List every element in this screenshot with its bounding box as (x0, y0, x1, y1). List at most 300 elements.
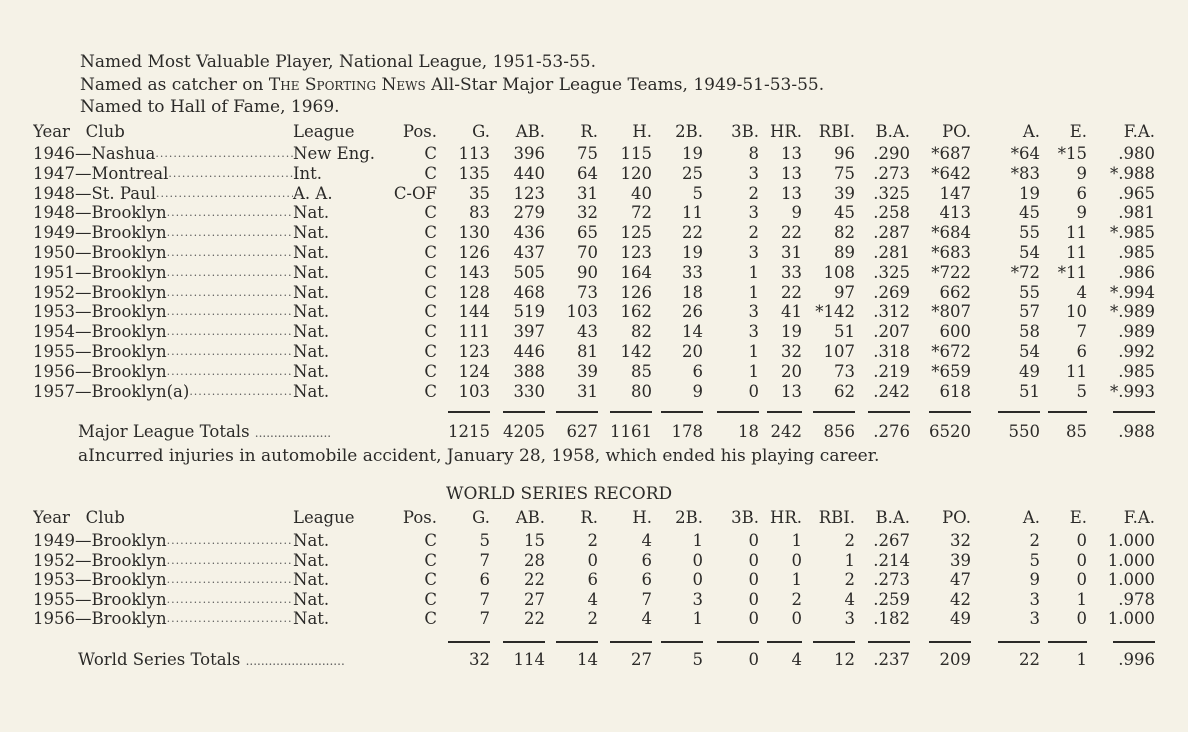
stat-cell: G. (472, 122, 490, 141)
stat-cell: .325 (873, 262, 910, 282)
stat-cell: 0 (1076, 570, 1087, 590)
stat-cell: .214 (873, 550, 910, 570)
stat-cell: 123 (620, 243, 652, 262)
stat-cell: 20 (781, 361, 802, 381)
stat-cell: AB. (515, 122, 545, 141)
stat-cell: 143 (458, 262, 490, 282)
stat-cell: 45 (1019, 203, 1040, 223)
stat-cell: .258 (873, 203, 910, 223)
year-club-cell (33, 184, 293, 204)
stat-cell: 19 (781, 322, 802, 342)
stat-cell: .267 (873, 531, 910, 550)
world-series-title: WORLD SERIES RECORD (446, 484, 673, 504)
stat-cell: .318 (873, 342, 910, 361)
total-rule (929, 411, 971, 413)
total-value: 6520 (929, 422, 971, 441)
stat-cell: 62 (834, 381, 855, 401)
stat-cell: 13 (781, 183, 802, 203)
year-club-text: 1950—Brooklyn (33, 243, 167, 262)
stat-cell: 14 (682, 322, 703, 342)
stat-cell: 25 (682, 163, 703, 183)
stat-cell: 9 (1076, 203, 1087, 223)
year-club-cell (33, 322, 293, 342)
total-value: 627 (566, 422, 598, 441)
stat-cell: 7 (641, 589, 652, 609)
stat-cell: HR. (769, 508, 802, 527)
stat-cell: 22 (781, 282, 802, 302)
stat-cell: 35 (469, 183, 490, 203)
total-value: .996 (1118, 650, 1155, 669)
dot-leader (167, 342, 293, 362)
stat-cell: 81 (577, 342, 598, 361)
stat-cell: 82 (631, 322, 652, 342)
stat-cell: 13 (781, 163, 802, 183)
stat-cell: A. A. (293, 183, 333, 203)
stat-cell: 22 (781, 223, 802, 243)
stat-cell: .980 (1118, 144, 1155, 163)
ws-row (33, 609, 1155, 629)
stat-cell: 397 (513, 322, 545, 342)
total-value: 32 (469, 650, 490, 669)
stat-cell: 147 (939, 183, 971, 203)
total-value: 14 (577, 650, 598, 669)
year-club-text: 1954—Brooklyn (33, 322, 167, 342)
dot-leader (167, 302, 293, 322)
stat-cell: 1.000 (1107, 609, 1155, 629)
stat-cell: 125 (620, 223, 652, 243)
stat-cell: 142 (620, 342, 652, 361)
dot-leader (167, 531, 293, 551)
stat-cell: 0 (748, 609, 759, 629)
year-club-text: 1952—Brooklyn (33, 550, 167, 570)
stat-cell: Nat. (293, 262, 330, 282)
total-rule (1113, 411, 1155, 413)
stat-cell: 6 (1076, 342, 1087, 361)
ws-row (33, 590, 1155, 610)
year-club-cell (33, 302, 293, 322)
year-club-text: 1951—Brooklyn (33, 262, 167, 282)
stat-cell: .325 (873, 183, 910, 203)
total-value: 209 (939, 650, 971, 669)
year-club-text: Year Club (33, 122, 125, 141)
stat-cell: A. (1022, 508, 1040, 527)
stat-cell: 57 (1019, 302, 1040, 322)
stat-cell: *142 (815, 302, 855, 322)
stat-cell: 2 (844, 570, 855, 590)
stat-cell: 662 (939, 282, 971, 302)
stat-cell: Nat. (293, 203, 330, 223)
stat-cell: 45 (834, 203, 855, 223)
stat-cell: 33 (682, 262, 703, 282)
stat-cell: 0 (791, 550, 802, 570)
stat-cell: .269 (873, 282, 910, 302)
stat-cell: 7 (479, 550, 490, 570)
stat-cell: 108 (823, 262, 855, 282)
stat-cell: F.A. (1123, 122, 1155, 141)
total-value: 4 (791, 650, 802, 669)
totals-label (78, 422, 331, 441)
year-club-cell (33, 609, 293, 629)
stat-cell: 6 (1076, 183, 1087, 203)
total-value: 550 (1008, 422, 1040, 441)
stat-cell: 42 (950, 589, 971, 609)
stat-cell: 40 (631, 183, 652, 203)
career-row (33, 223, 1155, 243)
totals-label-text: World Series Totals (78, 650, 241, 669)
stat-cell: 103 (458, 381, 490, 401)
stat-cell: 126 (458, 243, 490, 262)
total-rule (661, 641, 703, 643)
stat-cell: 1 (748, 262, 759, 282)
stat-cell: 2 (748, 223, 759, 243)
stat-cell: *683 (931, 243, 971, 262)
stat-cell: C (424, 550, 437, 570)
stat-cell: *672 (931, 342, 971, 361)
stat-cell: C (424, 570, 437, 590)
stat-cell: 2 (844, 531, 855, 550)
stat-cell: 15 (524, 531, 545, 550)
stat-cell: 279 (513, 203, 545, 223)
stat-cell: 39 (577, 361, 598, 381)
stat-cell: 3B. (731, 122, 759, 141)
total-rule (503, 641, 545, 643)
career-row (33, 184, 1155, 204)
stat-cell: 32 (950, 531, 971, 550)
stat-cell: 1 (692, 531, 703, 550)
total-rule (717, 411, 759, 413)
year-club-cell (33, 243, 293, 263)
career-row (33, 302, 1155, 322)
stat-cell: HR. (769, 122, 802, 141)
total-value: 1161 (610, 422, 652, 441)
dot-leader (155, 144, 293, 164)
stat-cell: .985 (1118, 243, 1155, 262)
stat-cell: 51 (1019, 381, 1040, 401)
stat-cell: 1 (748, 361, 759, 381)
stat-cell: 0 (1076, 550, 1087, 570)
total-value: 1 (1076, 650, 1087, 669)
stat-cell: C-OF (393, 183, 437, 203)
year-club-text: 1946—Nashua (33, 144, 156, 163)
stat-cell: 7 (479, 589, 490, 609)
total-rule (610, 641, 652, 643)
year-club-text: Year Club (33, 508, 125, 527)
stat-cell: 123 (458, 342, 490, 361)
stat-cell: 3 (748, 163, 759, 183)
stat-cell: 51 (834, 322, 855, 342)
career-row (33, 342, 1155, 362)
stat-cell: A. (1022, 122, 1040, 141)
total-value: 0 (748, 650, 759, 669)
stat-cell: 3 (748, 302, 759, 322)
stat-cell: 19 (682, 144, 703, 163)
stat-cell: 41 (781, 302, 802, 322)
stat-cell: 73 (577, 282, 598, 302)
stat-cell: 31 (577, 183, 598, 203)
dot-leader (168, 164, 293, 184)
stat-cell: 58 (1019, 322, 1040, 342)
stat-cell: 32 (781, 342, 802, 361)
dot-leader (167, 263, 293, 283)
stat-cell: 11 (1066, 243, 1087, 262)
stat-cell: 6 (641, 570, 652, 590)
stat-cell: 39 (834, 183, 855, 203)
stat-cell: 19 (682, 243, 703, 262)
stat-cell: B.A. (875, 122, 910, 141)
stat-cell: 2 (587, 609, 598, 629)
stat-cell: 1 (748, 342, 759, 361)
stat-cell: 4 (844, 589, 855, 609)
stat-cell: 0 (748, 531, 759, 550)
stat-cell: 20 (682, 342, 703, 361)
stat-cell: RBI. (818, 508, 855, 527)
stat-cell: 2 (587, 531, 598, 550)
stat-cell: PO. (942, 122, 971, 141)
stat-cell: C (424, 609, 437, 629)
stat-cell: 75 (834, 163, 855, 183)
stat-cell: 28 (524, 550, 545, 570)
year-club-text: 1953—Brooklyn (33, 302, 167, 322)
total-rule (661, 411, 703, 413)
stat-cell: 388 (513, 361, 545, 381)
stat-cell: 6 (479, 570, 490, 590)
total-rule (503, 411, 545, 413)
stat-cell: Nat. (293, 550, 330, 570)
year-club-cell (33, 590, 293, 610)
stat-cell: *807 (931, 302, 971, 322)
total-rule (767, 641, 802, 643)
total-value: 12 (834, 650, 855, 669)
stat-cell: 1 (791, 570, 802, 590)
stat-cell: 19 (1019, 183, 1040, 203)
stat-cell: *.988 (1110, 163, 1155, 183)
stat-cell: *.985 (1110, 223, 1155, 243)
stat-cell: 43 (577, 322, 598, 342)
stat-cell: RBI. (818, 122, 855, 141)
year-club-text: 1948—Brooklyn (33, 203, 167, 223)
stat-cell: C (424, 381, 437, 401)
stat-cell: 1 (844, 550, 855, 570)
stat-cell: 115 (620, 144, 652, 163)
stat-cell: 123 (513, 183, 545, 203)
stat-cell: .207 (873, 322, 910, 342)
year-club-cell (33, 570, 293, 590)
stat-cell: 55 (1019, 223, 1040, 243)
totals-label (78, 650, 345, 669)
stat-cell: 11 (1066, 223, 1087, 243)
stat-cell: 11 (1066, 361, 1087, 381)
career-row (33, 243, 1155, 263)
stat-cell: 0 (1076, 531, 1087, 550)
stat-cell: PO. (942, 508, 971, 527)
stat-cell: Nat. (293, 243, 330, 262)
stat-cell: 5 (692, 183, 703, 203)
stat-cell: *642 (931, 163, 971, 183)
ws-header-row (33, 508, 1155, 528)
total-rule (556, 641, 598, 643)
stat-cell: 1.000 (1107, 531, 1155, 550)
stat-cell: 618 (939, 381, 971, 401)
total-value: 114 (513, 650, 545, 669)
stat-cell: 468 (513, 282, 545, 302)
stat-cell: 22 (682, 223, 703, 243)
stat-cell: 3B. (731, 508, 759, 527)
year-club-cell (33, 144, 293, 164)
stat-cell: 27 (524, 589, 545, 609)
totals-label-text: Major League Totals (78, 422, 250, 441)
stat-cell: 10 (1066, 302, 1087, 322)
total-value: .988 (1118, 422, 1155, 441)
stat-cell: .182 (873, 609, 910, 629)
stat-cell: 3 (1029, 589, 1040, 609)
stat-cell: 1 (1076, 589, 1087, 609)
stat-cell: 1 (791, 531, 802, 550)
stat-cell: *.989 (1110, 302, 1155, 322)
stat-cell: 6 (641, 550, 652, 570)
stat-cell: .978 (1118, 589, 1155, 609)
total-rule (998, 411, 1040, 413)
total-value: .237 (873, 650, 910, 669)
dot-leader (167, 283, 293, 303)
stat-cell: 70 (577, 243, 598, 262)
stat-cell: 3 (844, 609, 855, 629)
stat-cell: 31 (577, 381, 598, 401)
mvp-note: Named Most Valuable Player, National League, 1951-53-55. (80, 52, 597, 72)
stat-cell: 11 (682, 203, 703, 223)
stat-cell: .242 (873, 381, 910, 401)
stat-cell: *.994 (1110, 282, 1155, 302)
stat-cell: 5 (479, 531, 490, 550)
stat-cell: Nat. (293, 322, 330, 342)
stat-cell: .985 (1118, 361, 1155, 381)
stat-cell: 1 (748, 282, 759, 302)
stat-cell: .287 (873, 223, 910, 243)
stat-cell: 0 (748, 381, 759, 401)
total-rule (1048, 641, 1087, 643)
year-club-text: 1955—Brooklyn (33, 342, 167, 361)
totals-dots: .................... (254, 426, 332, 440)
stat-cell: 3 (1029, 609, 1040, 629)
stat-cell: C (424, 282, 437, 302)
all-star-note-pre: Named as catcher on (80, 75, 269, 95)
stat-cell: 90 (577, 262, 598, 282)
stat-cell: 31 (781, 243, 802, 262)
stat-cell: 4 (641, 531, 652, 550)
stat-cell: 505 (513, 262, 545, 282)
stat-cell: New Eng. (293, 144, 376, 163)
stat-cell: 9 (1076, 163, 1087, 183)
total-rule (868, 411, 910, 413)
year-club-text: 1949—Brooklyn (33, 223, 167, 243)
stat-cell: 0 (791, 609, 802, 629)
stat-cell: 39 (950, 550, 971, 570)
year-club-cell (33, 283, 293, 303)
stat-cell: *15 (1057, 144, 1087, 163)
career-row (33, 382, 1155, 402)
stat-cell: C (424, 144, 437, 163)
year-club-text: 1955—Brooklyn (33, 589, 167, 609)
dot-leader (167, 551, 293, 571)
stat-cell: 72 (631, 203, 652, 223)
stat-cell: 135 (458, 163, 490, 183)
dot-leader (167, 590, 293, 610)
stat-cell: 97 (834, 282, 855, 302)
stat-cell: Nat. (293, 570, 330, 590)
stat-cell: 13 (781, 381, 802, 401)
hall-of-fame-note: Named to Hall of Fame, 1969. (80, 97, 340, 117)
stat-cell: 124 (458, 361, 490, 381)
stat-cell: 83 (469, 203, 490, 223)
stat-cell: .992 (1118, 342, 1155, 361)
total-rule (1048, 411, 1087, 413)
stat-cell: C (424, 361, 437, 381)
stat-cell: 22 (524, 609, 545, 629)
stat-cell: League (293, 122, 355, 141)
stat-cell: .989 (1118, 322, 1155, 342)
stat-cell: .281 (873, 243, 910, 262)
stat-cell: 103 (566, 302, 598, 322)
career-row (33, 362, 1155, 382)
all-star-note-post: All-Star Major League Teams, 1949-51-53-55. (425, 75, 825, 95)
year-club-text: 1956—Brooklyn (33, 609, 167, 629)
year-club-text: 1948—St. Paul (33, 183, 157, 203)
stat-cell: 2 (748, 183, 759, 203)
stat-cell: 32 (577, 203, 598, 223)
stat-cell: Nat. (293, 609, 330, 629)
stat-cell: G. (472, 508, 490, 527)
stat-cell: R. (580, 508, 598, 527)
stat-cell: F.A. (1123, 508, 1155, 527)
stat-cell: 164 (620, 262, 652, 282)
stat-cell: 413 (939, 203, 971, 223)
ws-row (33, 531, 1155, 551)
stat-cell: 126 (620, 282, 652, 302)
stat-cell: 80 (631, 381, 652, 401)
stat-cell: *11 (1057, 262, 1087, 282)
stat-cell: *722 (931, 262, 971, 282)
stat-cell: H. (632, 508, 652, 527)
stat-cell: 7 (1076, 322, 1087, 342)
stat-cell: .259 (873, 589, 910, 609)
stat-cell: 2 (791, 589, 802, 609)
total-value: 27 (631, 650, 652, 669)
stat-cell: C (424, 223, 437, 243)
stat-cell: 2B. (675, 122, 703, 141)
stat-cell: 0 (587, 550, 598, 570)
stat-cell: 49 (950, 609, 971, 629)
stat-cell: 9 (692, 381, 703, 401)
stat-cell: 0 (1076, 609, 1087, 629)
year-club-text: 1953—Brooklyn (33, 570, 167, 590)
stat-cell: 437 (513, 243, 545, 262)
total-rule (998, 641, 1040, 643)
stat-cell: 2 (1029, 531, 1040, 550)
total-value: 856 (823, 422, 855, 441)
stat-cell: 396 (513, 144, 545, 163)
year-club-text: 1947—Montreal (33, 163, 169, 183)
stat-cell: 162 (620, 302, 652, 322)
dot-leader (167, 609, 293, 629)
stat-cell: 1.000 (1107, 570, 1155, 590)
stat-cell: 9 (791, 203, 802, 223)
total-value: 5 (692, 650, 703, 669)
stat-cell: C (424, 163, 437, 183)
stat-cell: 1 (692, 609, 703, 629)
dot-leader (167, 570, 293, 590)
stat-cell: C (424, 531, 437, 550)
injury-footnote: aIncurred injuries in automobile accident, January 28, 1958, which ended his playing career. (78, 446, 880, 466)
year-club-cell (33, 508, 293, 528)
